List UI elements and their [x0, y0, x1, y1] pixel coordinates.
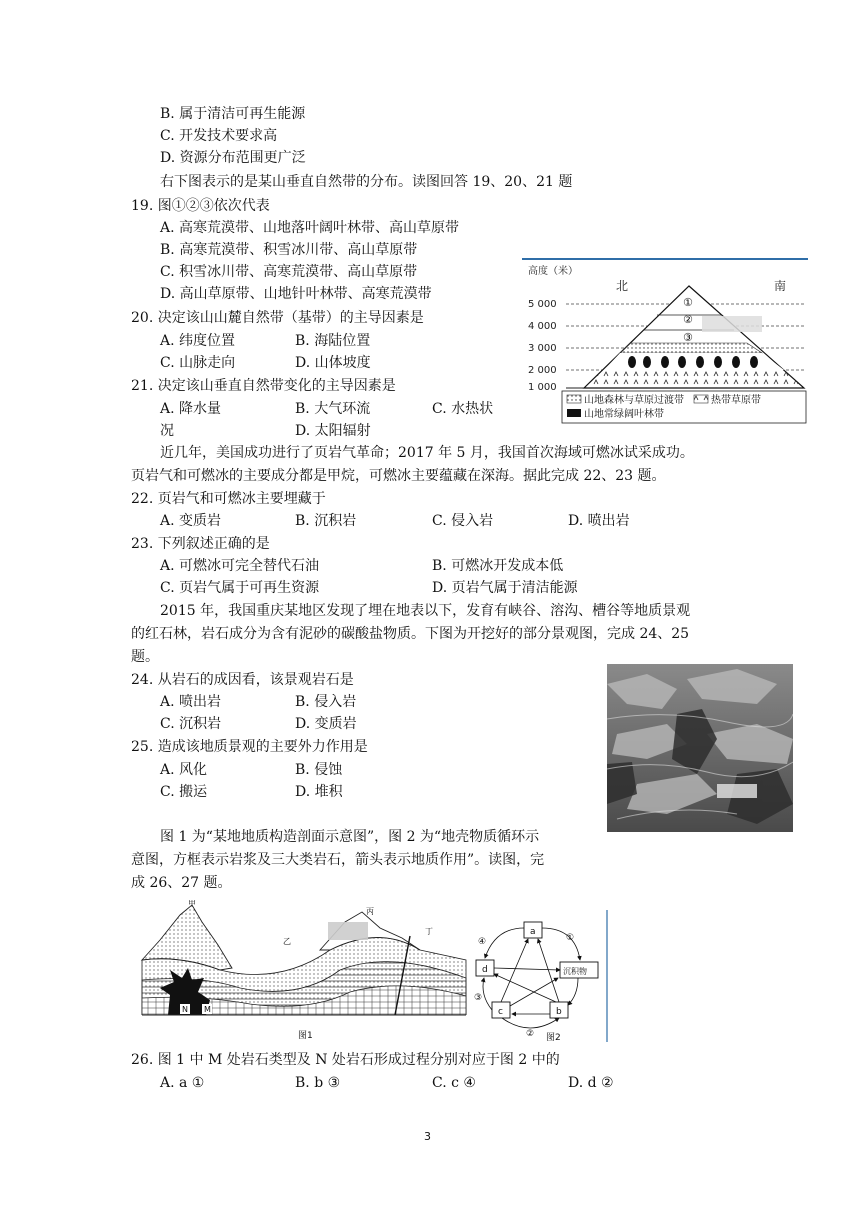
intro-22-line1: 近几年，美国成功进行了页岩气革命；2017 年 5 月，我国首次海域可燃冰试采成功。 [160, 445, 694, 461]
intro-26-line2: 意图，方框表示岩浆及三大类岩石，箭头表示地质作用”。读图，完 [131, 852, 545, 868]
node-sediment: 沉积物 [563, 967, 587, 976]
label-jia: 甲 [188, 900, 196, 908]
figure2-caption: 图2 [546, 1033, 561, 1042]
intro-24-line1: 2015 年，我国重庆某地区发现了埋在地表以下，发育有峡谷、溶沟、槽谷等地质景观 [160, 603, 691, 619]
option-20a: A. 纬度位置 [160, 333, 236, 349]
option-21b: B. 大气环流 [295, 401, 371, 417]
figure1-caption: 图1 [298, 1031, 313, 1040]
legend-savanna: 热带草原带 [711, 395, 761, 406]
stone-forest-photo [607, 664, 793, 832]
option-21c: C. 水热状 [432, 401, 494, 417]
arrow-label-4: ④ [478, 937, 487, 947]
question-25: 25. 造成该地质景观的主要外力作用是 [131, 739, 368, 755]
mountain-north-label: 北 [616, 279, 629, 293]
option-22d: D. 喷出岩 [568, 513, 630, 529]
label-m: M [204, 1005, 211, 1014]
blur-patch [702, 316, 762, 332]
tick-2000: 2 000 [528, 365, 557, 376]
question-20: 20. 决定该山山麓自然带（基带）的主导因素是 [131, 310, 424, 326]
option-21d: D. 太阳辐射 [295, 423, 371, 439]
option-19d: D. 高山草原带、山地针叶林带、高寒荒漠带 [160, 286, 432, 302]
option-19a: A. 高寒荒漠带、山地落叶阔叶林带、高山草原带 [160, 220, 460, 236]
option-25a: A. 风化 [160, 762, 208, 778]
option-21c-cont: 况 [160, 423, 174, 439]
tick-1000: 1 000 [528, 382, 557, 393]
mountain-zonation-figure [522, 258, 808, 428]
option-25c: C. 搬运 [160, 784, 208, 800]
mountain-south-label: 南 [774, 279, 787, 293]
arrow-label-2: ② [526, 1029, 535, 1039]
zone-label-1: ① [683, 296, 693, 309]
option-18d: D. 资源分布范围更广泛 [160, 150, 306, 166]
option-24b: B. 侵入岩 [295, 694, 357, 710]
option-19c: C. 积雪冰川带、高寒荒漠带、高山草原带 [160, 264, 418, 280]
option-24d: D. 变质岩 [295, 716, 357, 732]
intro-24-line2: 的红石林，岩石成分为含有泥砂的碳酸盐物质。下图为开挖好的部分景观图，完成 24、25 [131, 626, 690, 642]
mountain-ylabel: 高度（米） [528, 266, 578, 277]
option-24c: C. 沉积岩 [160, 716, 222, 732]
arrow-label-1: ① [566, 933, 575, 943]
question-26: 26. 图 1 中 M 处岩石类型及 N 处岩石形成过程分别对应于图 2 中的 [131, 1052, 560, 1068]
page-number: 3 [424, 1130, 431, 1143]
option-18c: C. 开发技术要求高 [160, 128, 278, 144]
option-23b: B. 可燃冰开发成本低 [432, 558, 564, 574]
node-c: c [498, 1007, 503, 1017]
option-26a: A. a ① [160, 1075, 205, 1091]
question-22: 22. 页岩气和可燃冰主要埋藏于 [131, 491, 326, 507]
question-21: 21. 决定该山垂直自然带变化的主导因素是 [131, 378, 396, 394]
option-25b: B. 侵蚀 [295, 762, 343, 778]
node-b: b [556, 1007, 562, 1017]
option-20d: D. 山体坡度 [295, 355, 371, 371]
tick-4000: 4 000 [528, 321, 557, 332]
intro-24-line3: 题。 [131, 649, 159, 665]
option-23d: D. 页岩气属于清洁能源 [432, 580, 578, 596]
option-23a: A. 可燃冰可完全替代石油 [160, 558, 320, 574]
geology-section-figure [140, 900, 470, 1040]
question-23: 23. 下列叙述正确的是 [131, 536, 270, 552]
intro-19-21: 右下图表示的是某山垂直自然带的分布。读图回答 19、20、21 题 [160, 174, 573, 190]
option-19b: B. 高寒荒漠带、积雪冰川带、高山草原带 [160, 242, 418, 258]
option-20b: B. 海陆位置 [295, 333, 371, 349]
option-24a: A. 喷出岩 [160, 694, 222, 710]
option-26b: B. b ③ [295, 1075, 341, 1091]
option-20c: C. 山脉走向 [160, 355, 236, 371]
zone-label-3: ③ [683, 331, 693, 344]
option-18b: B. 属于清洁可再生能源 [160, 106, 306, 122]
label-n: N [182, 1005, 188, 1014]
node-d: d [482, 965, 488, 975]
option-22c: C. 侵入岩 [432, 513, 494, 529]
rock-cycle-figure [470, 910, 610, 1042]
legend-evergreen-forest: 山地常绿阔叶林带 [584, 409, 664, 420]
zone-label-2: ② [683, 313, 693, 326]
node-a: a [530, 927, 536, 937]
label-ding: 丁 [425, 927, 433, 936]
option-25d: D. 堆积 [295, 784, 343, 800]
arrow-label-3: ③ [474, 993, 483, 1003]
option-26c: C. c ④ [432, 1075, 476, 1091]
tick-3000: 3 000 [528, 343, 557, 354]
label-yi: 乙 [283, 937, 291, 946]
option-21a: A. 降水量 [160, 401, 222, 417]
label-bing: 丙 [366, 907, 374, 916]
tick-5000: 5 000 [528, 299, 557, 310]
option-22a: A. 变质岩 [160, 513, 222, 529]
legend-forest-steppe: 山地森林与草原过渡带 [584, 395, 684, 406]
intro-22-line2: 页岩气和可燃冰的主要成分都是甲烷，可燃冰主要蕴藏在深海。据此完成 22、23 题。 [131, 468, 666, 484]
option-26d: D. d ② [568, 1075, 614, 1091]
question-19: 19. 图①②③依次代表 [131, 198, 270, 214]
question-24: 24. 从岩石的成因看，该景观岩石是 [131, 672, 354, 688]
intro-26-line3: 成 26、27 题。 [131, 875, 232, 891]
option-23c: C. 页岩气属于可再生资源 [160, 580, 320, 596]
intro-26-line1: 图 1 为“某地地质构造剖面示意图”，图 2 为“地壳物质循环示 [160, 829, 540, 845]
option-22b: B. 沉积岩 [295, 513, 357, 529]
